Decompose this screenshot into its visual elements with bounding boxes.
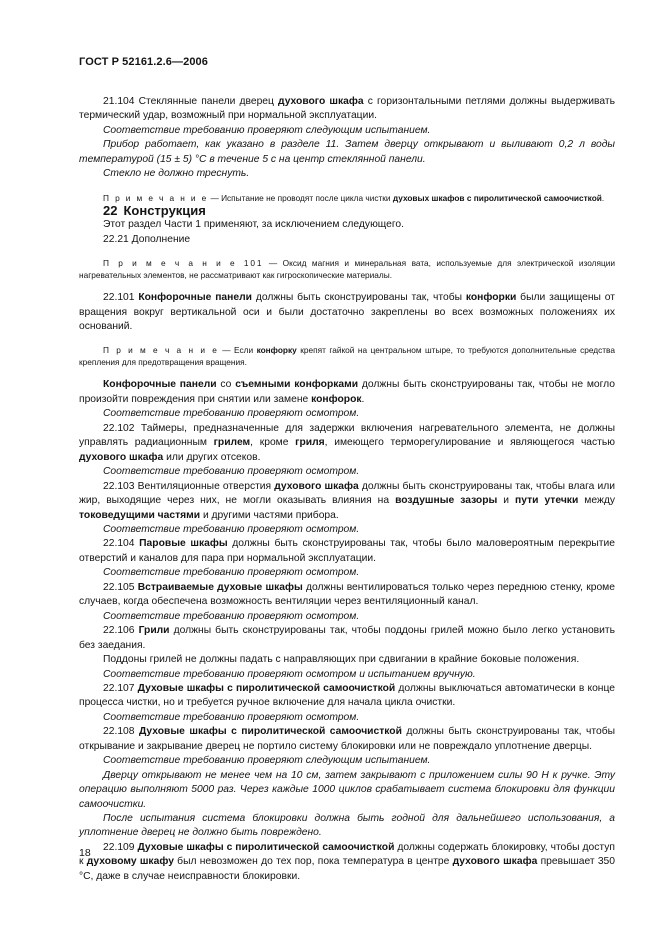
paragraph-22-105: 22.105 Встраиваемые духовые шкафы должны вентилироваться только через переднюю стенку, кроме случаев, когда обеспечена возможность вентиляции через вентиляционный канал. [79,581,615,608]
compliance-text: Соответствие требованию проверяют осмотром. [103,523,360,535]
compliance-text: Соответствие требованию проверяют осмотром. [103,610,360,622]
document-body [79,95,615,884]
note-2: П р и м е ч а н и е — Если конфорку крепят гайкой на центральном штыре, то требуются дополнительные средства крепления для предотвращения вращения. [79,345,615,368]
paragraph-22-103: 22.103 Вентиляционные отверстия духового шкафа должны быть сконструированы так, чтобы влага или жир, выходящие через них, не могли оказывать влияния на воздушные зазоры и пути утечки между токоведущими частями и другими частями прибора. [79,480,615,521]
document-header: ГОСТ Р 52161.2.6—2006 [79,56,208,68]
note-1: П р и м е ч а н и е — Испытание не проводят после цикла чистки духовых шкафов с пиролитической самоочисткой. [103,192,605,203]
paragraph-22-109: 22.109 Духовые шкафы с пиролитической самоочисткой должны содержать блокировку, чтобы доступ к духовому шкафу был невозможен до тех пор, пока температура в центре духового шкафа превышает 350 °С, даже в случае неисправности блокировки. [79,841,615,882]
compliance-text: Соответствие требованию проверяют следующим испытанием. [103,124,431,136]
paragraph-22-102: 22.102 Таймеры, предназначенные для задержки включения нагревательного элемента, не должны управлять радиационным грилем, кроме гриля, имеющего терморегулирование и являющегося частью духового шкафа или других отсеков. [79,422,615,463]
paragraph-22-106: 22.106 Грили должны быть сконструированы так, чтобы поддоны грилей можно было легко установить без заедания. [79,625,615,651]
note-101: П р и м е ч а н и е 101 — Оксид магния и минеральная вата, используемые для электрической изоляции нагревательных элементов, не рассматривают как гигроскопические материалы. [79,258,615,281]
paragraph-grill-trays: Поддоны грилей не должны падать с направляющих при сдвигании в крайние боковые положения. [103,654,580,666]
paragraph-22-104: 22.104 Паровые шкафы должны быть сконструированы так, чтобы было маловероятным перекрытие отверстий и каналов для пара при нормальной эксплуатации. [79,538,615,564]
compliance-text: Соответствие требованию проверяют осмотром. [103,711,360,723]
paragraph-22-101: 22.101 Конфорочные панели должны быть сконструированы так, чтобы конфорки были защищены от вращения вокруг вертикальной оси и были достаточно закреплены во всех возможных положениях их оснований. [79,292,616,332]
test-procedure-text: Прибор работает, как указано в разделе 11. Затем дверцу открывают и выливают 0,2 л воды температурой (15 ± 5) °С в течение 5 с на центр стеклянной панели. [79,139,615,165]
paragraph-22-21: 22.21 Дополнение [103,233,191,245]
compliance-text: Соответствие требованию проверяют осмотром. [103,408,360,420]
page-number: 18 [79,847,91,859]
test-procedure-text: Дверцу открывают не менее чем на 10 см, затем закрывают с приложением силы 90 Н к ручке. Эту операцию выполняют 5000 раз. Через каждые 1000 циклов срабатывает система блокировки для функции самоочистки. [79,769,615,810]
test-criterion-text: Стекло не должно треснуть. [103,168,250,180]
section-intro: Этот раздел Части 1 применяют, за исключением следующего. [103,219,405,231]
compliance-text: Соответствие требованию проверяют осмотром и испытанием вручную. [103,668,476,680]
paragraph-21-104: 21.104 Стеклянные панели дверец духового шкафа с горизонтальными петлями должны выдерживать термический удар, возможный при нормальной эксплуатации. [79,96,615,122]
section-heading: 22 Конструкция [103,202,206,218]
compliance-text: Соответствие требованию проверяют следующим испытанием. [103,755,431,767]
compliance-text: Соответствие требованию проверяют осмотром. [103,466,360,478]
paragraph-hob-panels: Конфорочные панели со съемными конфорками должны быть сконструированы так, чтобы не могло произойти повреждения при снятии или замене конфорок. [79,379,616,405]
test-criterion-text: После испытания система блокировки должна быть годной для дальнейшего использования, а уплотнение дверец не должно быть повреждено. [79,813,615,839]
paragraph-22-107: 22.107 Духовые шкафы с пиролитической самоочисткой должны выключаться автоматически в конце процесса чистки, но и требуется ручное включение для начала цикла очистки. [79,682,615,709]
paragraph-22-108: 22.108 Духовые шкафы с пиролитической самоочисткой должны быть сконструированы так, чтобы открывание и закрывание дверец не портило систему блокировки или не повреждало уплотнение дверцы. [79,726,615,752]
compliance-text: Соответствие требованию проверяют осмотром. [103,567,360,579]
